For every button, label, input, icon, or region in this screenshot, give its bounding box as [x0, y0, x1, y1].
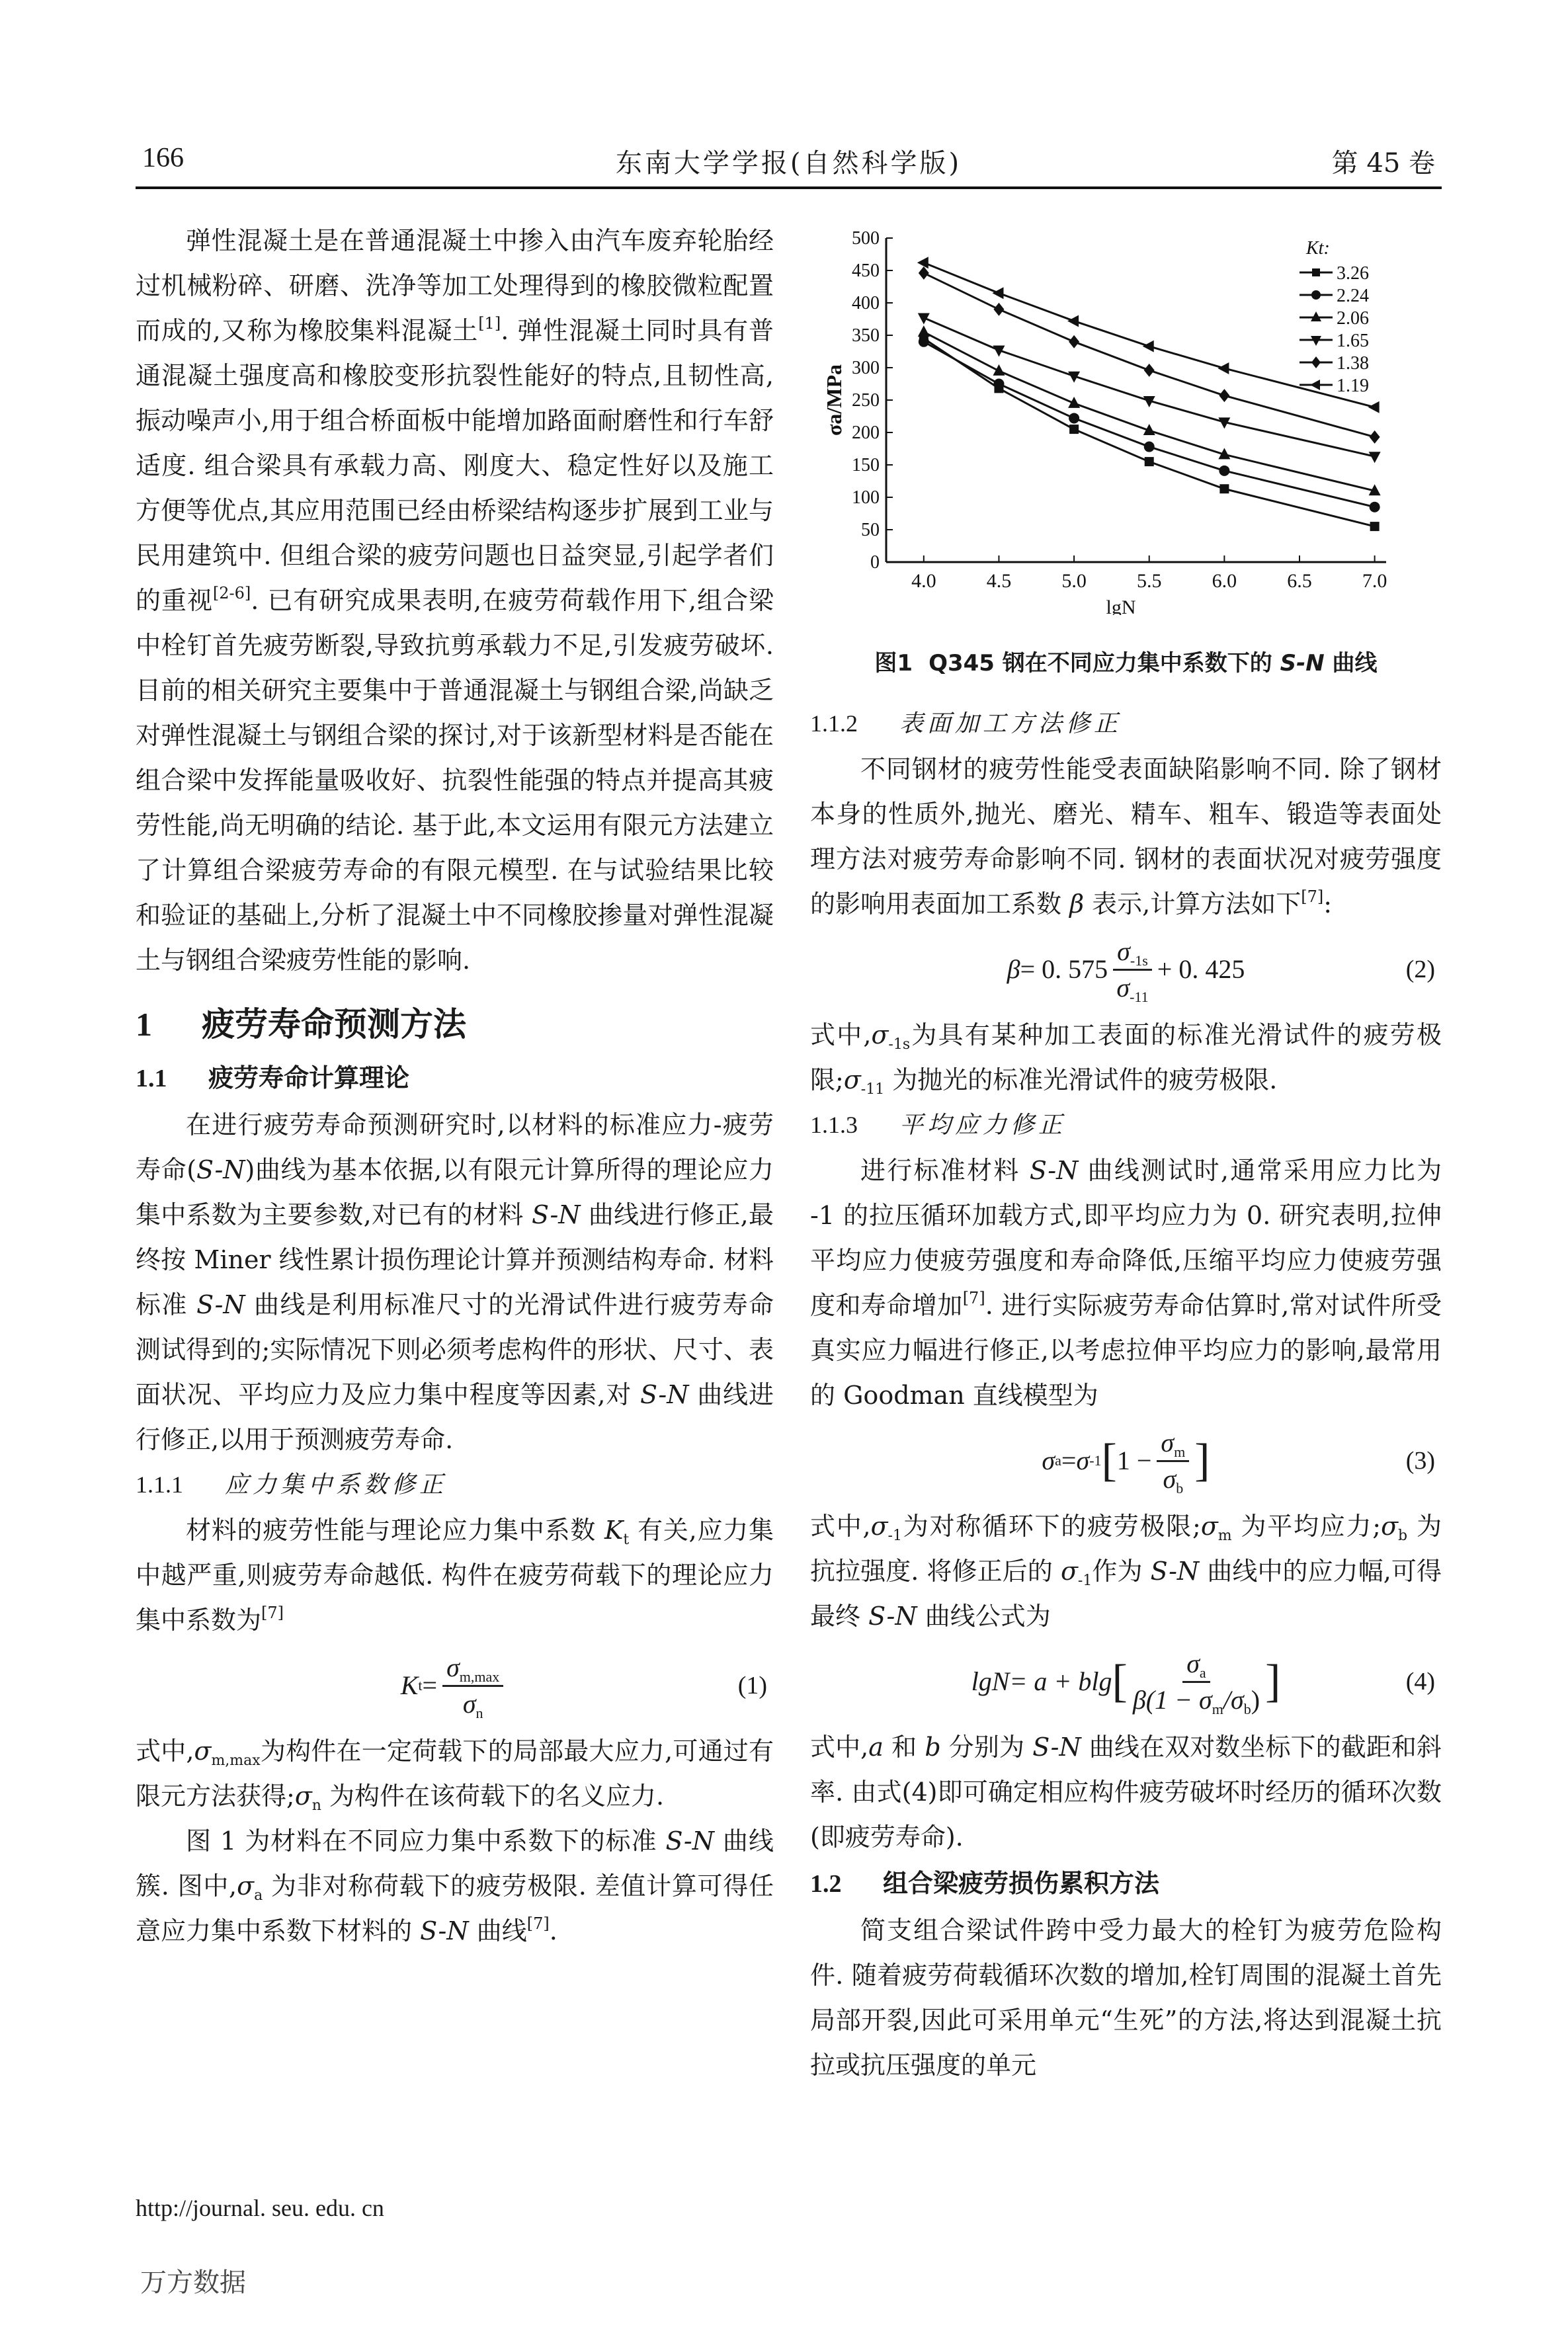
data-point-1.19	[1217, 362, 1229, 374]
eq-symbol: lgN	[971, 1666, 1010, 1696]
caption-text: Q345 钢在不同应力集中系数下的	[928, 650, 1280, 676]
math-term: S-N	[196, 1290, 245, 1319]
math-symbol: a	[868, 1733, 884, 1762]
y-tick-label: 0	[870, 552, 880, 573]
section-title: 组合梁疲劳损伤累积方法	[883, 1869, 1160, 1898]
data-point-1.38	[1370, 430, 1380, 444]
text: 表示,计算方法如下	[1084, 889, 1301, 919]
y-tick-label: 300	[852, 358, 880, 378]
legend-label: 2.24	[1337, 286, 1369, 306]
section-number: 1.1	[136, 1065, 167, 1092]
math-symbol: σ	[194, 1737, 212, 1766]
eq-symbol: σ	[1116, 972, 1130, 1002]
text: . 弹性混凝土同时具有普通混凝土强度高和橡胶变形抗裂性能好的特点,且韧性高,振动噪声小,用于组合桥面板中能增加路面耐磨性和行车舒适度. 组合梁具有承载力高、刚度大、稳定性好以及施工方便等优点,其应用范围已经由桥梁结构逐步扩展到工业与民用建筑中. 但组合梁的疲劳问题也日益突显,引起学者们的重视	[136, 316, 774, 615]
subscript: -11	[860, 1081, 885, 1098]
eq-symbol: σ	[1076, 1446, 1090, 1475]
data-point-2.24	[1370, 502, 1380, 512]
text: 曲线公式为	[917, 1602, 1051, 1631]
x-tick-label: 4.5	[986, 570, 1012, 592]
subscript: -1s	[1130, 952, 1148, 969]
subscript: n	[475, 1704, 483, 1721]
eq-symbol: σ	[1042, 1446, 1055, 1475]
x-tick-label: 7.0	[1362, 570, 1387, 592]
text: 为抛光的标准光滑试件的疲劳极限.	[884, 1065, 1278, 1094]
text: . 进行实际疲劳寿命估算时,常对试件所受真实应力幅进行修正,以考虑拉伸平均应力的影响,最常用的 Goodman 直线模型为	[810, 1291, 1442, 1410]
data-point-1.19	[917, 257, 928, 268]
math-term: S-N	[1280, 650, 1325, 676]
y-tick-label: 250	[852, 390, 880, 411]
legend-label: 1.38	[1337, 353, 1369, 374]
data-point-3.26	[1069, 425, 1079, 434]
text: 和	[883, 1733, 925, 1762]
section-number: 1.1.1	[136, 1471, 183, 1498]
math-term: S-N	[1032, 1733, 1081, 1762]
legend-label: 3.26	[1337, 263, 1369, 284]
math-symbol: σ	[1381, 1512, 1399, 1541]
text: 曲线在双对数坐标下的截距和斜率. 由式(4)即可确定相应构件疲劳破坏时经历的循环次数(即疲劳寿命).	[810, 1733, 1442, 1852]
fraction	[442, 1652, 503, 1720]
page-number: 166	[142, 143, 184, 173]
legend-label: 1.65	[1337, 331, 1369, 351]
eq-operator: = 0. 575	[1020, 954, 1108, 984]
text: 材料的疲劳性能与理论应力集中系数	[186, 1516, 605, 1545]
data-point-2.24	[1144, 442, 1155, 452]
text: 曲线进行修正,以用于预测疲劳寿命.	[136, 1380, 774, 1454]
text: 曲线簇. 图中,	[136, 1826, 774, 1901]
subscript: -1	[1077, 1573, 1093, 1589]
series-line-1.65	[924, 318, 1375, 457]
text: 曲线进行修正,最终按 Miner 线性累计损伤理论计算并预测结构寿命. 材料标准	[136, 1200, 774, 1319]
text: 为具有某种加工表面的标准光滑试件的疲劳极限;	[810, 1020, 1442, 1094]
y-tick-label: 450	[852, 261, 880, 281]
data-point-3.26	[1219, 484, 1229, 493]
eq-symbol: σ	[1186, 1648, 1200, 1678]
math-term: S-N	[1029, 1156, 1079, 1185]
bracket-close: ]	[1194, 1435, 1210, 1486]
subscript: t	[623, 1532, 630, 1548]
legend-marker-3.26	[1312, 268, 1320, 276]
text: 弹性混凝土是在普通混凝土中掺入由汽车废弃轮胎经过机械粉碎、研磨、洗净等加工处理得到的橡胶微粒配置而成的,又称为橡胶集料混凝土	[136, 226, 774, 345]
subscript: b	[1398, 1528, 1408, 1544]
sn-curve-chart	[820, 218, 1415, 615]
fraction	[1113, 936, 1152, 1004]
text: 作为	[1092, 1557, 1151, 1586]
text: 为对称循环下的疲劳极限;	[901, 1512, 1201, 1541]
citation[interactable]: [7]	[261, 1604, 284, 1622]
x-tick-label: 6.0	[1212, 570, 1237, 592]
journal-title: 东南大学学报(自然科学版)	[615, 148, 962, 179]
section-title: 应力集中系数修正	[225, 1471, 448, 1498]
math-term: S-N	[1150, 1557, 1200, 1586]
intro-paragraph	[136, 218, 774, 983]
eq-symbol: /σ	[1223, 1684, 1244, 1715]
text: 为非对称荷载下的疲劳极限. 差值计算可得任意应力集中系数下材料的	[136, 1871, 774, 1945]
eq-symbol: β(1 − σ	[1132, 1684, 1212, 1715]
eq-symbol: σ	[462, 1688, 476, 1719]
text: 式中,	[810, 1733, 869, 1762]
data-point-1.19	[1067, 315, 1079, 327]
subscript: -11	[1130, 988, 1149, 1005]
section-number: 1.2	[810, 1870, 842, 1898]
eq-operator: =	[422, 1670, 438, 1700]
paragraph-eq4-explanation	[810, 1725, 1442, 1860]
series-line-2.06	[924, 332, 1375, 491]
math-symbol: K	[604, 1516, 624, 1545]
text: 图 1 为材料在不同应力集中系数下的标准	[186, 1826, 666, 1856]
math-term: S-N	[665, 1826, 714, 1856]
text: 在进行疲劳寿命预测研究时,以材料的标准应力-疲劳寿命(	[136, 1110, 774, 1184]
paragraph-eq3-explanation	[810, 1504, 1442, 1639]
subscript: b	[1176, 1479, 1184, 1496]
text: 式中,	[810, 1512, 871, 1541]
data-point-1.19	[1143, 341, 1154, 352]
section-heading-1-1	[136, 1054, 774, 1102]
text: 曲线是利用标准尺寸的光滑试件进行疲劳寿命测试得到的;实际情况下则必须考虑构件的形状、尺寸、表面状况、平均应力及应力集中程度等因素,对	[136, 1290, 774, 1409]
math-symbol: σ	[1200, 1512, 1218, 1541]
x-tick-label: 4.0	[911, 570, 936, 592]
math-symbol: β	[1069, 889, 1085, 919]
citation[interactable]: [7]	[962, 1289, 985, 1307]
text: 不同钢材的疲劳性能受表面缺陷影响不同. 除了钢材本身的性质外,抛光、磨光、精车、粗车、锻造等表面处理方法对疲劳寿命影响不同. 钢材的表面状况对疲劳强度的影响用表面加工系数	[810, 755, 1442, 919]
paragraph-kt	[136, 1508, 774, 1643]
data-point-1.38	[993, 303, 1004, 316]
journal-url-link[interactable]: http://journal. seu. edu. cn	[136, 2195, 384, 2221]
section-number: 1.1.3	[810, 1112, 858, 1138]
section-heading-1-1-1	[136, 1462, 774, 1508]
paragraph-mean-stress	[810, 1148, 1442, 1418]
watermark: 万方数据	[140, 2268, 246, 2298]
legend-label: 1.19	[1337, 376, 1369, 396]
section-number: 1	[136, 1006, 152, 1043]
eq-symbol: σ	[1161, 1427, 1175, 1457]
data-point-2.06	[918, 325, 930, 337]
subscript: m	[1212, 1700, 1223, 1717]
eq-symbol: σ	[1117, 936, 1130, 966]
math-term: S-N	[196, 1155, 245, 1184]
subscript: a	[254, 1887, 263, 1904]
data-point-3.26	[1370, 522, 1380, 531]
subscript: -1s	[888, 1036, 911, 1053]
equation-2	[810, 926, 1442, 1012]
text: 进行标准材料	[860, 1156, 1030, 1185]
text: )曲线为基本依据,以有限元计算所得的理论应力集中系数为主要参数,对已有的材料	[136, 1155, 774, 1229]
math-symbol: σ	[237, 1871, 255, 1901]
y-tick-label: 500	[852, 228, 880, 249]
y-tick-label: 50	[861, 520, 880, 540]
fraction	[1133, 1648, 1260, 1716]
text: 曲线	[468, 1916, 527, 1945]
left-column	[136, 218, 774, 1953]
citation[interactable]: [1]	[478, 314, 501, 333]
citation[interactable]: [7]	[526, 1914, 550, 1933]
equation-4	[810, 1639, 1442, 1725]
section-title: 表面加工方法修正	[899, 710, 1122, 737]
equation-3: σ a = σ -1 [ 1 − $\frac{\sigma_m}{\sigma_b}$ ] (3)	[1042, 1427, 1435, 1496]
legend-marker-1.38	[1311, 356, 1321, 368]
citation[interactable]: [2-6]	[212, 584, 251, 602]
text: 曲线中的应力幅,可得最终	[810, 1557, 1442, 1631]
y-tick-label: 400	[852, 293, 880, 313]
text: :	[1323, 889, 1333, 919]
section-number: 1.1.2	[810, 710, 858, 737]
bracket-close: ]	[1265, 1656, 1281, 1707]
eq-operator: 1 −	[1116, 1446, 1152, 1475]
eq-symbol: β	[1007, 954, 1020, 984]
subscript: m	[1217, 1528, 1232, 1544]
equation-number: (4)	[1405, 1668, 1435, 1696]
header-rule	[136, 186, 1442, 189]
data-point-1.65	[1369, 452, 1381, 463]
y-tick-label: 100	[852, 487, 880, 508]
math-symbol: σ	[871, 1020, 889, 1049]
data-point-3.26	[1145, 457, 1154, 466]
data-point-1.38	[1219, 389, 1229, 402]
text: 式中,	[810, 1020, 872, 1049]
figure-1-chart	[820, 218, 1415, 615]
text: 为平均应力;	[1231, 1512, 1382, 1541]
math-term: S-N	[640, 1380, 689, 1409]
legend-title: Kt:	[1306, 238, 1330, 259]
y-tick-label: 350	[852, 325, 880, 346]
citation[interactable]: [7]	[1301, 887, 1324, 906]
math-term: S-N	[532, 1200, 581, 1229]
eq-operator: = a + blg	[1009, 1666, 1112, 1696]
text: 简支组合梁试件跨中受力最大的栓钉为疲劳危险构件. 随着疲劳荷载循环次数的增加,栓钉周围的混凝土首先局部开裂,因此可采用单元“生死”的方法,将达到混凝土抗拉或抗压强度的单元	[810, 1916, 1442, 2080]
data-point-1.19	[992, 287, 1003, 299]
math-symbol: σ	[870, 1512, 888, 1541]
subscript: m,max	[211, 1752, 261, 1769]
text: 为抗拉强度. 将修正后的	[810, 1512, 1442, 1586]
legend-marker-1.19	[1310, 380, 1320, 390]
data-point-2.24	[919, 337, 929, 347]
paragraph-eq1-explanation	[136, 1729, 774, 1819]
eq-symbol: σ	[1163, 1463, 1176, 1494]
subscript: m	[1174, 1443, 1186, 1460]
data-point-1.38	[1144, 364, 1155, 377]
y-tick-label: 200	[852, 423, 880, 443]
math-term: S-N	[420, 1916, 469, 1945]
section-heading-1	[136, 995, 774, 1054]
legend-label: 2.06	[1337, 308, 1369, 329]
data-point-1.38	[919, 266, 929, 280]
subscript: b	[1243, 1700, 1251, 1717]
legend-marker-2.24	[1311, 290, 1321, 300]
y-axis-label: σa/MPa	[822, 364, 846, 436]
y-tick-label: 150	[852, 455, 880, 475]
section-heading-1-2	[810, 1860, 1442, 1908]
data-point-1.38	[1069, 335, 1079, 348]
equation-1: K t = $\frac{\sigma_{m,max}}{\sigma_n}$ (1)	[400, 1652, 767, 1721]
eq-symbol: σ	[446, 1652, 460, 1682]
section-title: 平均应力修正	[899, 1112, 1067, 1139]
data-point-2.06	[993, 364, 1005, 376]
x-tick-label: 5.0	[1061, 570, 1087, 592]
paragraph-figure-ref	[136, 1819, 774, 1953]
equation-number: (1)	[737, 1672, 767, 1699]
subscript: a	[1199, 1664, 1206, 1681]
math-symbol: σ	[294, 1781, 312, 1811]
bracket-open: [	[1101, 1435, 1117, 1486]
paragraph-eq2-explanation	[810, 1012, 1442, 1102]
x-axis-label: lgN	[1106, 596, 1136, 615]
equation-number: (2)	[1405, 956, 1435, 983]
subscript: -1	[887, 1528, 902, 1544]
math-term: S-N	[868, 1602, 917, 1631]
math-symbol: b	[925, 1733, 941, 1762]
math-symbol: σ	[1060, 1557, 1078, 1586]
paragraph-damage	[810, 1908, 1442, 2088]
eq-operator: =	[1061, 1446, 1077, 1475]
text: 有关,应力集中越严重,则疲劳寿命越低. 构件在疲劳荷载下的理论应力集中系数为	[136, 1516, 774, 1635]
text: 为构件在该荷载下的名义应力.	[321, 1781, 665, 1811]
eq-symbol: )	[1251, 1684, 1260, 1715]
section-title: 疲劳寿命预测方法	[202, 1005, 466, 1043]
data-point-2.24	[993, 379, 1004, 389]
eq-operator: + 0. 425	[1157, 954, 1245, 984]
caption-text: 曲线	[1324, 650, 1378, 676]
text: 曲线测试时,通常采用应力比为 -1 的拉压循环加载方式,即平均应力为 0. 研究表明,拉伸平均应力使疲劳强度和寿命降低,压缩平均应力使疲劳强度和寿命增加	[810, 1156, 1442, 1320]
data-point-1.19	[1368, 401, 1380, 413]
math-symbol: σ	[843, 1065, 861, 1094]
section-heading-1-1-2	[810, 701, 1442, 747]
bracket-open: [	[1112, 1656, 1128, 1707]
x-tick-label: 5.5	[1136, 570, 1162, 592]
paragraph-surface	[810, 747, 1442, 926]
eq-symbol: K	[400, 1670, 419, 1700]
x-tick-label: 6.5	[1287, 570, 1312, 592]
fraction	[1157, 1427, 1189, 1495]
text: 式中,	[136, 1737, 194, 1766]
data-point-2.24	[1219, 466, 1229, 476]
text: .	[549, 1916, 557, 1945]
text: . 已有研究成果表明,在疲劳荷载作用下,组合梁中栓钉首先疲劳断裂,导致抗剪承载力不足,引发疲劳破坏. 目前的相关研究主要集中于普通混凝土与钢组合梁,尚缺乏对弹性混凝土与钢组合梁的探讨,对于该新型材料是否能在组合梁中发挥能量吸收好、抗裂性能强的特点并提高其疲劳性能,尚无明确的结论. 基于此,本文运用有限元方法建立了计算组合梁疲劳寿命的有限元模型. 在与试验结果比较和验证的基础上,分析了混凝土中不同橡胶掺量对弹性混凝土与钢组合梁疲劳性能的影响.	[136, 586, 774, 975]
section-heading-1-1-3	[810, 1102, 1442, 1148]
text: 分别为	[940, 1733, 1033, 1762]
figure-label: 图1	[874, 650, 913, 676]
data-point-2.24	[1069, 413, 1079, 423]
paragraph-sn-theory	[136, 1102, 774, 1462]
subscript: m,max	[459, 1668, 500, 1685]
equation-number: (3)	[1405, 1447, 1435, 1475]
section-title: 疲劳寿命计算理论	[208, 1063, 410, 1092]
volume-label: 第 45 卷	[1331, 148, 1435, 179]
series-line-1.38	[924, 273, 1375, 437]
text: 为构件在一定荷载下的局部最大应力,可通过有限元方法获得;	[136, 1737, 774, 1811]
subscript: n	[311, 1797, 321, 1814]
right-column	[810, 625, 1442, 2088]
